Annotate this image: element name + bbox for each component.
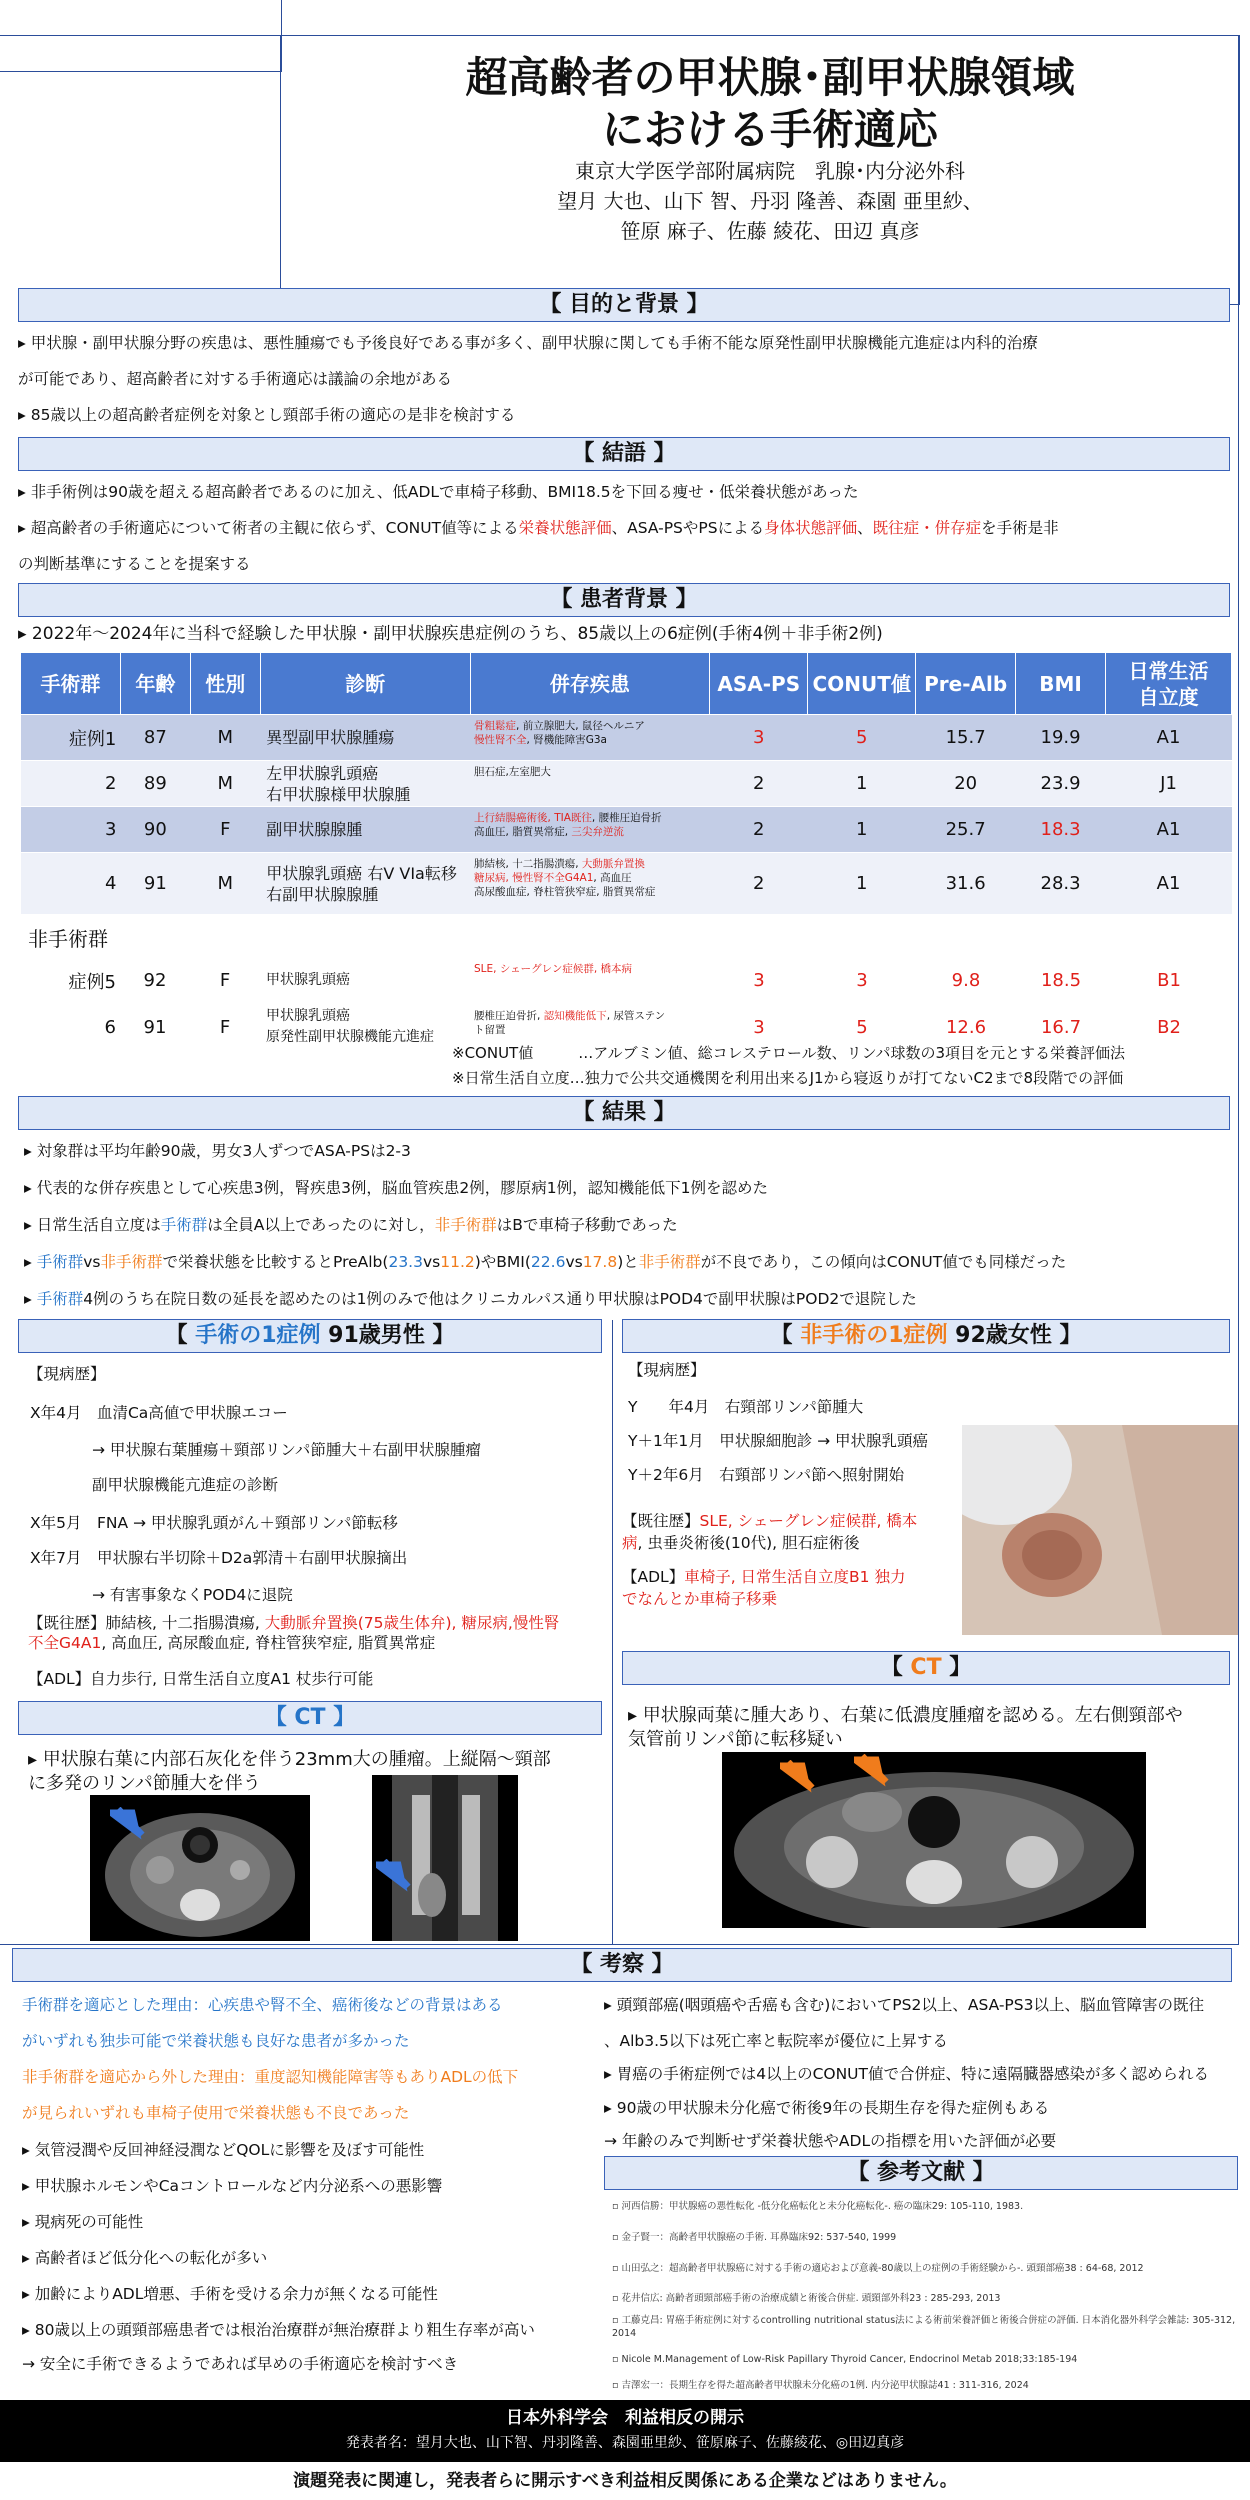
- table-note2: ※日常生活自立度…独力で公共交通機関を利用出来るJ1から寝返りが打てないC2まで8段階での評価: [452, 1069, 1124, 1087]
- conclusion-line3: の判断基準にすることを提案する: [18, 555, 251, 573]
- reference-item: ▫ 花井信広: 高齢者頭頸部癌手術の治療成績と術後合併症. 頭頸部外科23 : 285-293, 2013: [612, 2293, 1001, 2304]
- ct-scan-graphic: [372, 1775, 518, 1941]
- disc-blue1: 手術群を適応とした理由：心疾患や腎不全、癌術後などの背景はある: [22, 1996, 503, 2014]
- disc-right5: → 年齢のみで判断せず栄養状態やADLの指標を用いた評価が必要: [604, 2132, 1057, 2150]
- conclusion-line2: ▸ 超高齢者の手術適応について術者の主観に依らず、CONUT値等による栄養状態評価、ASA-PSやPSによる身体状態評価、既往症・併存症を手術是非: [18, 519, 1059, 537]
- left-event6: → 有害事象なくPOD4に退院: [92, 1586, 293, 1604]
- col-header: Pre-Alb: [916, 653, 1016, 715]
- left-event2: → 甲状腺右葉腫瘍＋頸部リンパ節腫大＋右副甲状腺腫瘤: [92, 1441, 481, 1459]
- right-adl: 【ADL】車椅子, 日常生活自立度B1 独力 でなんとか車椅子移乗: [622, 1568, 906, 1608]
- disc-right3: ▸ 胃癌の手術症例では4以上のCONUT値で合併症、特に遠隔臓器感染が多く認められる: [604, 2065, 1210, 2083]
- arrow-icon: [110, 1807, 150, 1841]
- arrow-icon: [854, 1754, 894, 1788]
- disc-point4: ▸ 高齢者ほど低分化への転化が多い: [22, 2249, 268, 2267]
- ct-image-axial-left: [90, 1795, 310, 1941]
- left-event4: X年5月 FNA → 甲状腺乳頭がん＋頸部リンパ節転移: [30, 1514, 398, 1532]
- right-ct-text: ▸ 甲状腺両葉に腫大あり、右葉に低濃度腫瘤を認める。左右側頸部や 気管前リンパ節に転移疑い: [628, 1705, 1183, 1750]
- right-ct-heading: 【 CT 】: [622, 1651, 1230, 1685]
- results-line3: ▸ 日常生活自立度は手術群は全員A以上であったのに対し，非手術群はBで車椅子移動であった: [24, 1216, 678, 1234]
- results-line4: ▸ 手術群vs非手術群で栄養状態を比較するとPreAlb(23.3vs11.2)やBMI(22.6vs17.8)と非手術群が不良であり，この傾向はCONUT値でも同様だった: [24, 1253, 1067, 1271]
- left-event1: X年4月 血清Ca高値で甲状腺エコー: [30, 1404, 288, 1422]
- right-event3: Y＋2年6月 右頸部リンパ節へ照射開始: [628, 1466, 905, 1484]
- poster-title: 超高齢者の甲状腺･副甲状腺領域 における手術適応: [465, 53, 1075, 154]
- col-header: 診断: [260, 653, 470, 715]
- col-header: CONUT値: [808, 653, 916, 715]
- disc-orange1: 非手術群を適応から外した理由：重度認知機能障害等もありADLの低下: [22, 2068, 519, 2086]
- discussion-heading: 【 考察 】: [12, 1948, 1232, 1982]
- disc-point7: → 安全に手術できるようであれば早めの手術適応を検討すべき: [22, 2355, 459, 2373]
- disc-right4: ▸ 90歳の甲状腺未分化癌で術後9年の長期生存を得た症例もある: [604, 2099, 1050, 2117]
- results-line2: ▸ 代表的な併存疾患として心疾患3例，腎疾患3例，脳血管疾患2例，膠原病1例，認知機能低下1例を認めた: [24, 1179, 769, 1197]
- authors-line2: 笹原 麻子、佐藤 綾花、田辺 真彦: [620, 219, 920, 243]
- purpose-line3: ▸ 85歳以上の超高齢者症例を対象とし頸部手術の適応の是非を検討する: [18, 406, 516, 424]
- disc-point3: ▸ 現病死の可能性: [22, 2213, 144, 2231]
- column-divider: [612, 1320, 613, 1945]
- arrow-icon: [376, 1859, 416, 1893]
- references-heading: 【 参考文献 】: [604, 2156, 1238, 2190]
- table-row: 2 89 M 左甲状腺乳頭癌 右甲状腺様甲状腺腫 胆石症,左室肥大 2 1 20 23.9 J1: [21, 761, 1232, 807]
- reference-item: ▫ Nicole M.Management of Low-Risk Papillary Thyroid Cancer, Endocrinol Metab 2018;33:185-194: [612, 2354, 1078, 2365]
- patients-heading: 【 患者背景 】: [18, 583, 1230, 617]
- table-row: 症例1 87 M 異型副甲状腺腫瘍 骨粗鬆症, 前立腺肥大, 鼠径ヘルニア 慢性腎不全, 腎機能障害G3a 3 5 15.7 19.9 A1: [21, 715, 1232, 761]
- patient-neck-photo: [962, 1425, 1238, 1635]
- disc-orange2: が見られいずれも車椅子使用で栄養状態も不良であった: [22, 2104, 410, 2122]
- right-event2: Y＋1年1月 甲状腺細胞診 → 甲状腺乳頭癌: [628, 1432, 929, 1450]
- nonsurgical-label: 非手術群: [28, 927, 108, 951]
- col-header: 日常生活 自立度: [1106, 653, 1232, 715]
- left-adl: 【ADL】自力歩行, 日常生活自立度A1 杖歩行可能: [28, 1670, 374, 1688]
- right-event1: Y 年4月 右頸部リンパ節腫大: [628, 1398, 864, 1416]
- disc-point5: ▸ 加齢によりADL増悪、手術を受ける余力が無くなる可能性: [22, 2285, 438, 2303]
- reference-item: ▫ 金子賢一：高齢者甲状腺癌の手術. 耳鼻臨床92: 537-540, 1999: [612, 2232, 897, 2243]
- col-header: 年齢: [120, 653, 190, 715]
- right-past-history: 【既往歴】SLE, シェーグレン症候群, 橋本 病, 虫垂炎術後(10代), 胆石症術後: [622, 1512, 918, 1552]
- left-ct-heading: 【 CT 】: [18, 1701, 602, 1735]
- surgical-case-heading: 【 手術の1症例 91歳男性 】: [18, 1319, 602, 1353]
- ct-image-axial-right: [722, 1752, 1146, 1928]
- reference-item: ▫ 山田弘之：超高齢者甲状腺癌に対する手術の適応および意義-80歳以上の症例の手術経験から-. 頭頸部癌38 : 64-68, 2012: [612, 2263, 1144, 2274]
- affiliation: 東京大学医学部附属病院 乳腺･内分泌外科: [575, 159, 965, 183]
- results-heading: 【 結果 】: [18, 1096, 1230, 1130]
- left-ct-text: ▸ 甲状腺右葉に内部石灰化を伴う23mm大の腫瘤。上縦隔～頸部 に多発のリンパ節腫大を伴う: [28, 1749, 551, 1794]
- coi-title: 日本外科学会 利益相反の開示: [506, 2408, 744, 2428]
- left-event5: X年7月 甲状腺右半切除＋D2a郭清＋右副甲状腺摘出: [30, 1549, 408, 1567]
- ct-image-coronal-left: [372, 1775, 518, 1941]
- conclusion-heading: 【 結語 】: [18, 437, 1230, 471]
- disc-right2: 、Alb3.5以下は死亡率と転院率が優位に上昇する: [604, 2032, 948, 2050]
- reference-item: ▫ 工藤克昌: 胃癌手術症例に対するcontrolling nutritional status法による術前栄養評価と術後合併症の評価. 日本消化器外科学会雑誌: 305-312, 2014: [612, 2315, 1236, 2339]
- col-header: BMI: [1016, 653, 1106, 715]
- col-header: 併存疾患: [470, 653, 710, 715]
- left-past-history: 【既往歴】肺結核, 十二指腸潰瘍, 大動脈弁置換(75歳生体弁), 糖尿病,慢性腎不全G4A1, 高血圧, 高尿酸血症, 脊柱管狭窄症, 脂質異常症: [28, 1614, 560, 1652]
- disc-point1: ▸ 気管浸潤や反回神経浸潤などQOLに影響を及ぼす可能性: [22, 2141, 425, 2159]
- table-row: 症例5 92 F 甲状腺乳頭癌 SLE, シェーグレン症候群, 橋本病 3 3 9.8 18.5 B1: [20, 958, 1232, 1004]
- nonsurgical-case-heading: 【 非手術の1症例 92歳女性 】: [622, 1319, 1230, 1353]
- col-header: 性別: [190, 653, 260, 715]
- neck-photo-graphic: [962, 1425, 1238, 1635]
- arrow-icon: [780, 1760, 820, 1794]
- table-note1: ※CONUT値 …アルブミン値、総コレステロール数、リンパ球数の3項目を元とする栄養評価法: [452, 1044, 1126, 1062]
- disc-point6: ▸ 80歳以上の頭頸部癌患者では根治治療群が無治療群より粗生存率が高い: [22, 2321, 535, 2339]
- conclusion-line1: ▸ 非手術例は90歳を超える超高齢者であるのに加え、低ADLで車椅子移動、BMI18.5を下回る痩せ・低栄養状態があった: [18, 483, 859, 501]
- patients-intro: ▸ 2022年～2024年に当科で経験した甲状腺・副甲状腺疾患症例のうち、85歳以上の6症例(手術4例＋非手術2例): [18, 624, 883, 644]
- col-header: ASA-PS: [710, 653, 808, 715]
- coi-presenters: 発表者名：望月大也、山下智、丹羽隆善、森園亜里紗、笹原麻子、佐藤綾花、◎田辺真彦: [345, 2435, 905, 2451]
- affiliation-block: [420, 156, 1120, 246]
- purpose-line1: ▸ 甲状腺・副甲状腺分野の疾患は、悪性腫瘍でも予後良好である事が多く、副甲状腺に関しても手術不能な原発性副甲状腺機能亢進症は内科的治療: [18, 334, 1038, 352]
- left-history-label: 【現病歴】: [28, 1365, 106, 1383]
- table-row: 3 90 F 副甲状腺腺腫 上行結腸癌術後, TIA既往, 腰椎圧迫骨折 高血圧, 脂質異常症, 三尖弁逆流 2 1 25.7 18.3 A1: [21, 807, 1232, 853]
- purpose-line2: が可能であり、超高齢者に対する手術適応は議論の余地がある: [18, 370, 453, 388]
- purpose-heading: 【 目的と背景 】: [18, 288, 1230, 322]
- authors-line1: 望月 大也、山下 智、丹羽 隆善、森園 亜里紗、: [557, 189, 983, 213]
- reference-item: ▫ 河西信勝：甲状腺癌の悪性転化 -低分化癌転化と未分化癌転化-. 癌の臨床29: 105-110, 1983.: [612, 2201, 1024, 2212]
- results-line1: ▸ 対象群は平均年齢90歳，男女3人ずつでASA-PSは2-3: [24, 1142, 411, 1160]
- col-header: 手術群: [21, 653, 121, 715]
- right-history-label: 【現病歴】: [628, 1361, 706, 1379]
- nonsurgical-table: [20, 958, 1232, 1051]
- table-row: 4 91 M 甲状腺乳頭癌 右V VIa転移 右副甲状腺腺腫 肺結核, 十二指腸潰瘍, 大動脈弁置換 糖尿病, 慢性腎不全G4A1, 高血圧 高尿酸血症, 脊柱管狭窄症, 脂質異常症 2 1 31.6 28.3 A1: [21, 853, 1232, 915]
- disc-blue2: がいずれも独歩可能で栄養状態も良好な患者が多かった: [22, 2032, 410, 2050]
- left-event3: 副甲状腺機能亢進症の診断: [92, 1476, 279, 1494]
- table-row: 6 91 F 甲状腺乳頭癌 原発性副甲状腺機能亢進症 腰椎圧迫骨折, 認知機能低下, 尿管ステン ト留置 3 5 12.6 16.7 B2: [20, 1004, 1232, 1050]
- coi-footer: [0, 2400, 1250, 2462]
- patient-table: [20, 652, 1232, 915]
- coi-disclosure: 演題発表に関連し，発表者らに開示すべき利益相反関係にある企業などはありません。: [293, 2471, 957, 2491]
- reference-item: ▫ 吉澤宏一：長期生存を得た超高齢者甲状腺未分化癌の1例. 内分泌甲状腺誌41 : 311-316, 2024: [612, 2380, 1029, 2391]
- disc-right1: ▸ 頭頸部癌(咽頭癌や舌癌も含む)においてPS2以上、ASA-PS3以上、脳血管障害の既往: [604, 1996, 1204, 2014]
- results-line5: ▸ 手術群4例のうち在院日数の延長を認めたのは1例のみで他はクリニカルパス通り甲状腺はPOD4で副甲状腺はPOD2で退院した: [24, 1290, 917, 1308]
- disc-point2: ▸ 甲状腺ホルモンやCaコントロールなど内分泌系への悪影響: [22, 2177, 443, 2195]
- table-header-row: [21, 653, 1232, 715]
